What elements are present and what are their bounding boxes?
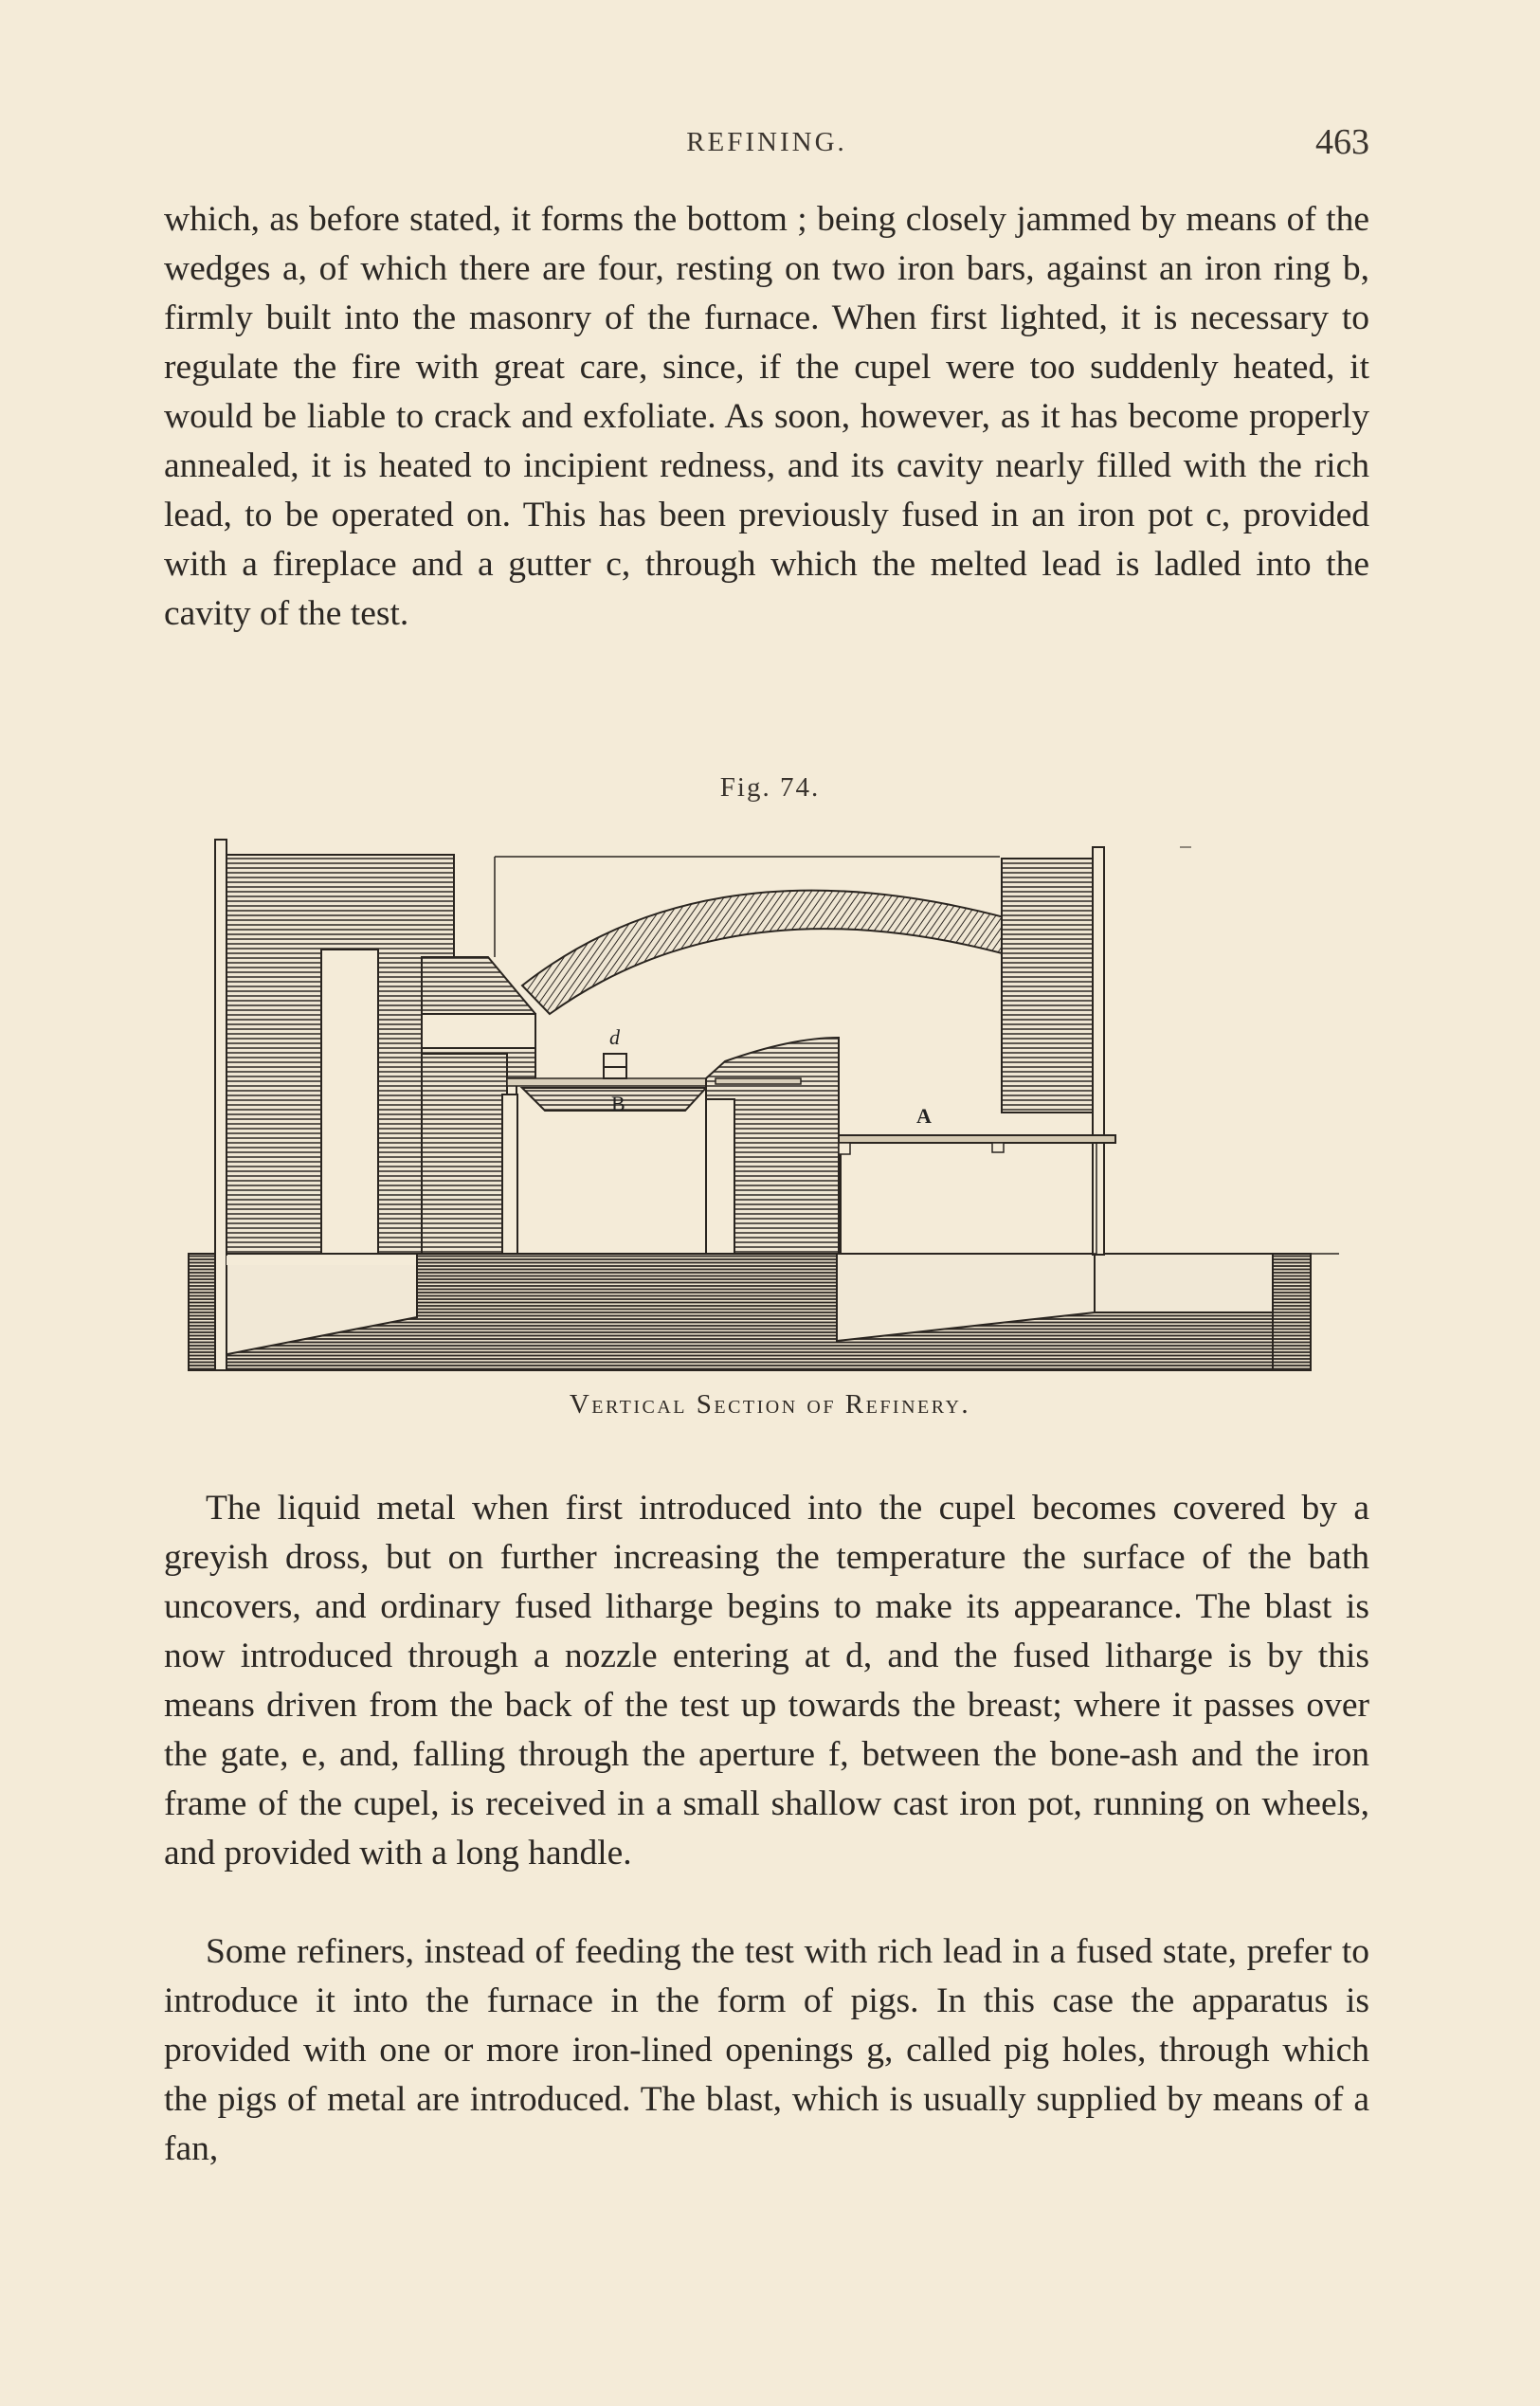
figure-number: Fig. 74. [719, 772, 821, 803]
paragraph-text: which, as before stated, it forms the bottom ; being closely jammed by means of the wedges a, of which there are four, resting on two iron bars, against an iron ring b, firmly built into the masonry of the furnace. When first lighted, it is necessary to regulate the fire with great care, since, if the cupel were too suddenly heated, it would be liable to crack and exfoliate. As soon, however, as it has become properly annealed, it is heated to incipient redness, and its cavity nearly filled with the rich lead, to be operated on. This has been previously fused in an iron pot c, provided with a fireplace and a gutter c, through which the melted lead is ladled into the cavity of the test. [164, 200, 1369, 633]
breast-wall [706, 1038, 839, 1254]
figure-label-b: B [611, 1092, 625, 1115]
paragraph-3 [164, 1927, 1369, 2174]
paragraph-1 [164, 195, 1369, 639]
paragraph-2 [164, 1484, 1369, 1878]
cupel [502, 1054, 723, 1254]
paragraph-text: The liquid metal when first introduced into the cupel becomes covered by a greyish dross, but on further increasing the temperature the surface of the bath uncovers, and ordinary fused litharge begins to make its appearance. The blast is now introduced through a nozzle entering at d, and the fused litharge is by this means driven from the back of the test up towards the breast; where it passes over the gate, e, and, falling through the aperture f, between the bone-ash and the iron frame of the cupel, is received in a small shallow cast iron pot, running on wheels, and provided with a long handle. [164, 1489, 1369, 1872]
figure-label-d: d [609, 1025, 620, 1049]
working-platform [839, 1135, 1115, 1254]
figure-caption: Vertical Section of Refinery. [569, 1389, 971, 1420]
page-number: 463 [1315, 122, 1369, 162]
figure-label-a: A [916, 1104, 932, 1128]
refinery-section-figure [185, 834, 1346, 1379]
foundation [189, 1254, 1339, 1370]
paragraph-text: Some refiners, instead of feeding the test with rich lead in a fused state, prefer to introduce it into the furnace in the form of pigs. In this case the apparatus is provided with one or more iron-lined openings g, called pig holes, through which the pigs of metal are introduced. The blast, which is usually supplied by means of a fan, [164, 1932, 1369, 2168]
running-head: REFINING. [686, 127, 847, 157]
arch-roof [495, 857, 1028, 1014]
page-header [164, 121, 1369, 169]
